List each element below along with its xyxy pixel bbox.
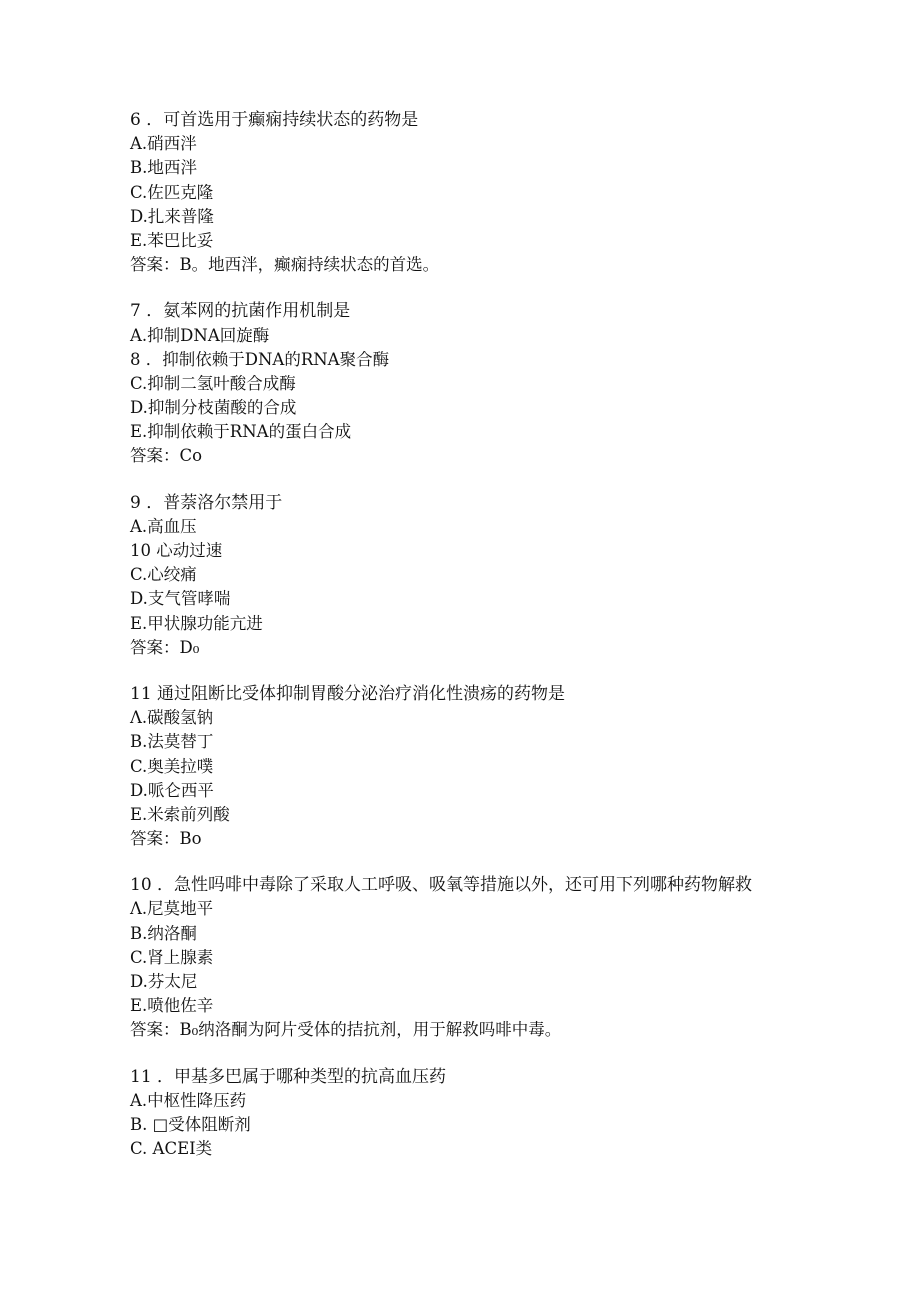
option-c: C.心绞痛: [130, 565, 197, 585]
option-e: E.甲状腺功能亢进: [130, 613, 263, 633]
option-b: 8 ．抑制依赖于DNA的RNA聚合酶: [130, 349, 390, 369]
option-b: B.地西泮: [130, 158, 197, 178]
question-stem: 11 通过阻断比受体抑制胃酸分泌治疗消化性溃疡的药物是: [130, 683, 566, 704]
answer: 答案：B。地西泮，癫痫持续状态的首选。: [130, 255, 440, 275]
option-c: C.肾上腺素: [130, 947, 214, 967]
option-e: E.抑制依赖于RNA的蛋白合成: [130, 422, 352, 442]
option-a: A.硝西泮: [130, 134, 197, 154]
option-d: D.哌仑西平: [130, 780, 214, 800]
answer: 答案：D₀: [130, 637, 200, 657]
option-e: E.喷他佐辛: [130, 996, 214, 1016]
option-c: C.抑制二氢叶酸合成酶: [130, 373, 296, 393]
question-stem: 11 ．甲基多巴属于哪种类型的抗高血压药: [130, 1066, 447, 1087]
option-c: C. ACEI类: [130, 1139, 213, 1159]
option-a: A.抑制DNA回旋酶: [130, 325, 270, 345]
answer: 答案：Bo: [130, 829, 202, 849]
option-d: D.支气管哮喘: [130, 589, 231, 609]
option-d: D.芬太尼: [130, 972, 198, 991]
option-a: Λ.碳酸氢钠: [130, 708, 214, 728]
question-9: [130, 491, 890, 660]
question-11: [130, 682, 890, 851]
option-d: D.抑制分枝菌酸的合成: [130, 398, 297, 418]
option-b: B.纳洛酮: [130, 923, 197, 943]
option-e: E.米索前列酸: [130, 804, 230, 824]
option-b: B.法莫替丁: [130, 732, 214, 752]
option-c: C.奥美拉噗: [130, 756, 214, 776]
question-7: [130, 299, 890, 468]
answer: 答案：B₀纳洛酮为阿片受体的拮抗剂，用于解救吗啡中毒。: [130, 1020, 562, 1040]
document-page: [130, 108, 890, 1183]
option-d: D.扎来普隆: [130, 206, 214, 226]
option-b: 10 心动过速: [130, 541, 223, 560]
question-10: [130, 873, 890, 1042]
question-11b: [130, 1065, 890, 1162]
option-c: C.佐匹克隆: [130, 182, 214, 202]
question-stem: 6 ．可首选用于癫痫持续状态的药物是: [130, 110, 419, 130]
question-6: [130, 108, 890, 277]
option-b: B. □受体阻断剂: [130, 1114, 251, 1134]
question-stem: 7 ．氨苯网的抗菌作用机制是: [130, 301, 351, 322]
option-a: A.高血压: [130, 516, 197, 536]
option-a: Λ.尼莫地平: [130, 899, 214, 919]
question-stem: 10 ．急性吗啡中毒除了采取人工呼吸、吸氧等措施以外，还可用下列哪种药物解救: [130, 875, 753, 896]
question-stem: 9 ．普萘洛尔禁用于: [130, 492, 283, 513]
option-e: E.苯巴比妥: [130, 230, 214, 250]
option-a: A.中枢性降压药: [130, 1090, 247, 1110]
answer: 答案：Co: [130, 446, 203, 466]
